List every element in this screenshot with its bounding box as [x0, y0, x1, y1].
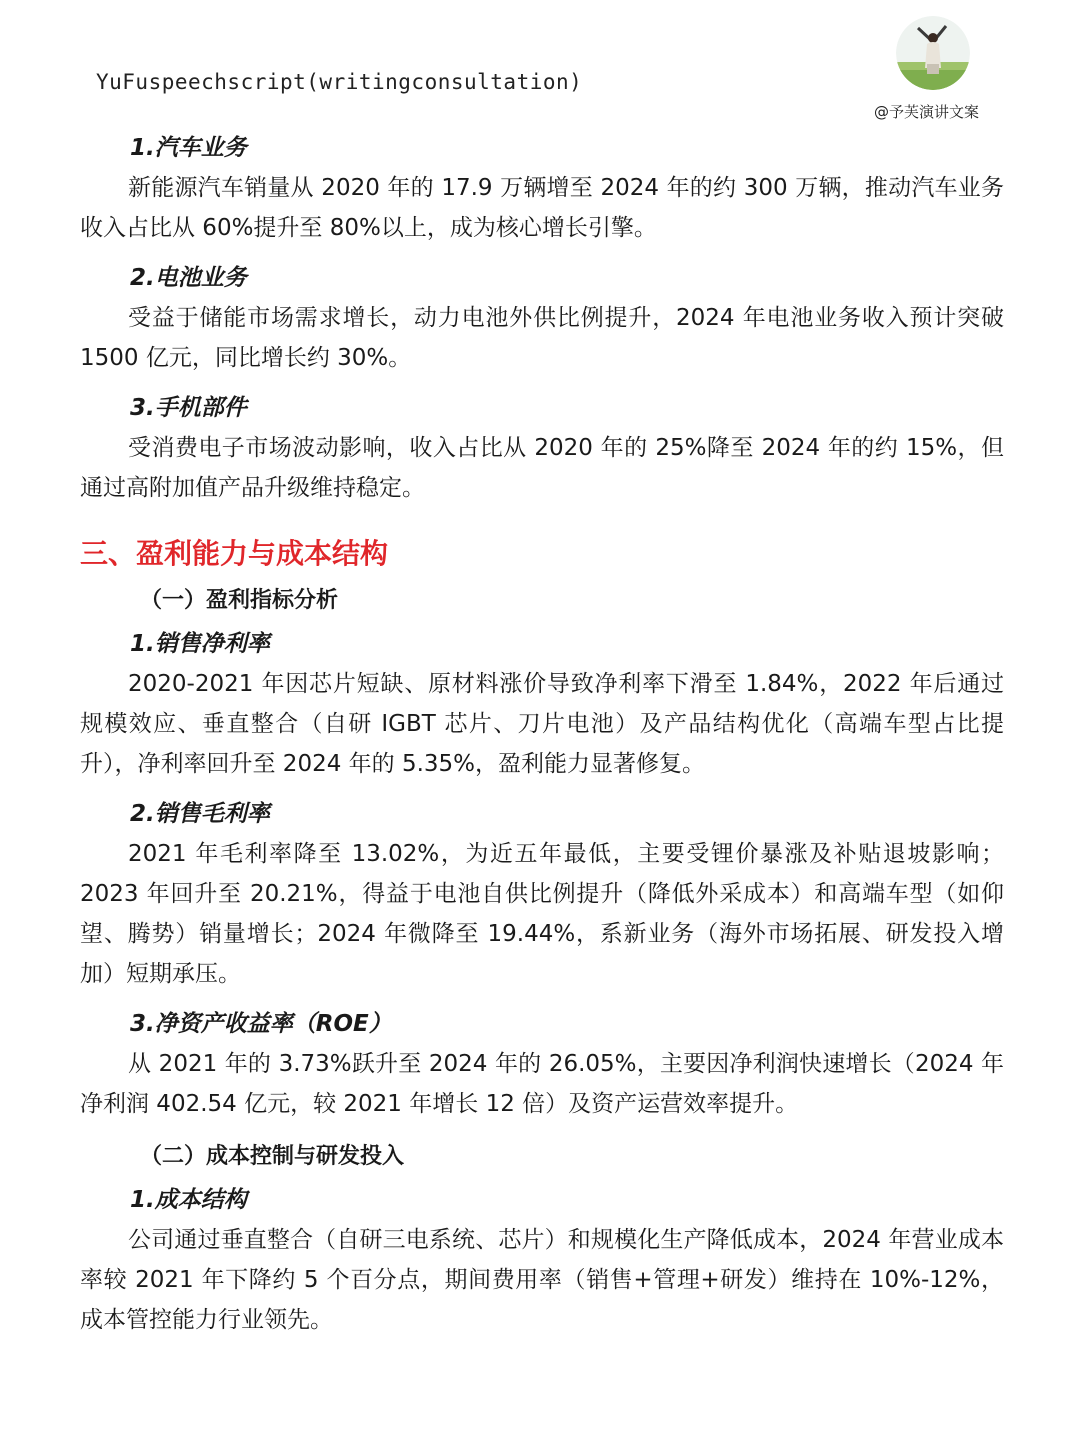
paragraph-battery-business: 受益于储能市场需求增长，动力电池外供比例提升，2024 年电池业务收入预计突破 1500 亿元，同比增长约 30%。 [80, 305, 1004, 371]
subheading-gross-margin: 2.销售毛利率 [130, 801, 270, 827]
group-heading-cost-rd: （二）成本控制与研发投入 [140, 1144, 405, 1169]
header-script-line: YuFuspeechscript(writingconsultation) [96, 70, 583, 94]
section-heading-profitability: 三、盈利能力与成本结构 [80, 537, 389, 570]
subheading-battery-business: 2.电池业务 [130, 265, 247, 291]
subheading-phone-parts: 3.手机部件 [130, 395, 247, 421]
paragraph-auto-business: 新能源汽车销量从 2020 年的 17.9 万辆增至 2024 年的约 300 万辆，推动汽车业务收入占比从 60%提升至 80%以上，成为核心增长引擎。 [80, 175, 1004, 241]
subheading-auto-business: 1.汽车业务 [130, 135, 247, 161]
paragraph-roe: 从 2021 年的 3.73%跃升至 2024 年的 26.05%，主要因净利润快速增长（2024 年净利润 402.54 亿元，较 2021 年增长 12 倍）及资产运营效率提升。 [80, 1051, 1004, 1117]
paragraph-net-margin: 2020-2021 年因芯片短缺、原材料涨价导致净利率下滑至 1.84%，2022 年后通过规模效应、垂直整合（自研 IGBT 芯片、刀片电池）及产品结构优化（高端车型占比提升），净利率回升至 2024 年的 5.35%，盈利能力显著修复。 [80, 671, 1004, 777]
subheading-cost-structure: 1.成本结构 [130, 1187, 247, 1213]
author-handle: @予芙演讲文案 [874, 103, 980, 121]
document-body [80, 128, 1004, 1340]
subheading-net-margin: 1.销售净利率 [130, 631, 270, 657]
paragraph-cost-structure: 公司通过垂直整合（自研三电系统、芯片）和规模化生产降低成本，2024 年营业成本率较 2021 年下降约 5 个百分点，期间费用率（销售+管理+研发）维持在 10%-12%，成本管控能力行业领先。 [80, 1227, 1004, 1333]
paragraph-phone-parts: 受消费电子市场波动影响，收入占比从 2020 年的 25%降至 2024 年的约 15%，但通过高附加值产品升级维持稳定。 [80, 435, 1004, 501]
subheading-roe: 3.净资产收益率（ROE） [130, 1011, 392, 1037]
paragraph-gross-margin: 2021 年毛利率降至 13.02%，为近五年最低，主要受锂价暴涨及补贴退坡影响；2023 年回升至 20.21%，得益于电池自供比例提升（降低外采成本）和高端车型（如仰望、腾势）销量增长；2024 年微降至 19.44%，系新业务（海外市场拓展、研发投入增加）短期承压。 [80, 841, 1004, 987]
group-heading-profit-indicators: （一）盈利指标分析 [140, 588, 339, 613]
person-in-meadow-avatar-icon [896, 16, 970, 90]
